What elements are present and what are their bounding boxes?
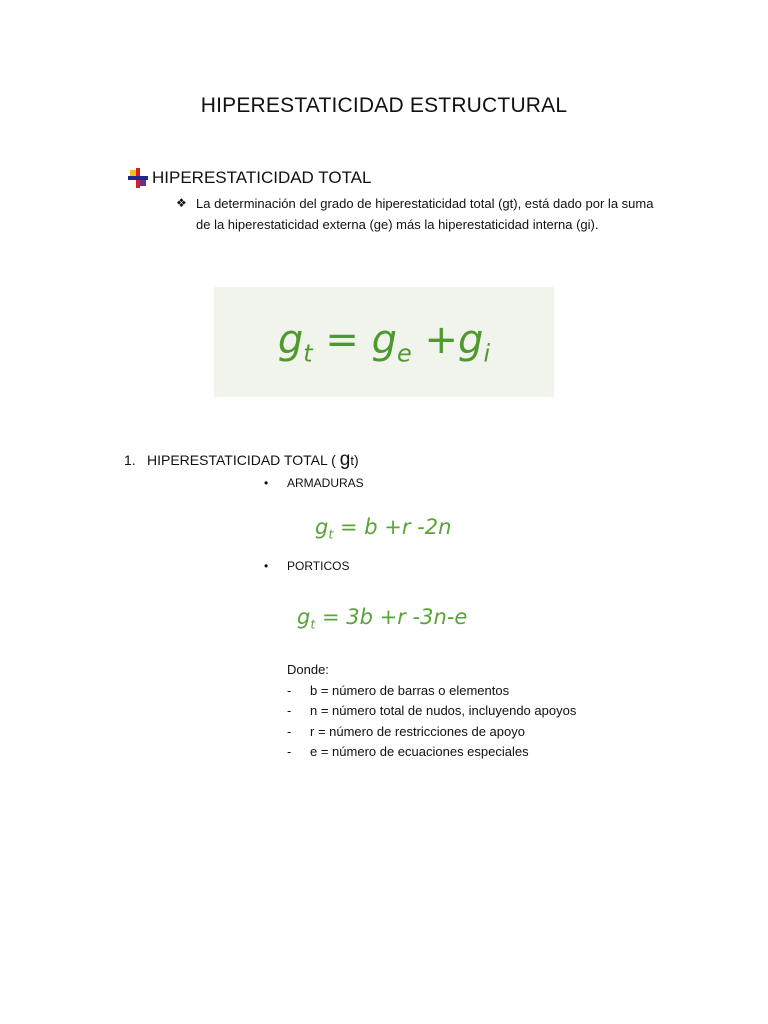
list-number: 1. [124,452,136,468]
list-item-label: PORTICOS [287,559,350,573]
legend-heading: Donde: [287,662,329,677]
page-title: HIPERESTATICIDAD ESTRUCTURAL [200,94,568,117]
definition-paragraph [176,193,656,235]
main-formula-box [214,287,554,397]
variables-legend [287,660,576,763]
diamond-bullet-icon: ❖ [176,196,187,210]
legend-row: - n = número total de nudos, incluyendo apoyos [287,703,577,718]
bullet-dot-icon: • [264,476,269,490]
legend-row: - b = número de barras o elementos [287,682,510,698]
bullet-dot-icon: • [264,559,269,573]
numbered-heading-text: HIPERESTATICIDAD TOTAL ( [147,452,336,468]
armaduras-formula: $g_t = b +r$ -2n [315,515,452,542]
close-paren: ) [353,452,359,468]
list-item-armaduras [264,476,364,490]
plus-bullet-icon [128,168,148,188]
porticos-formula: $g_t = 3b +r$ -3n-e [297,605,468,632]
section-heading-text: HIPERESTATICIDAD TOTAL [152,168,372,187]
legend-row: - r = número de restricciones de apoyo [287,723,525,739]
section-heading [128,168,371,188]
numbered-heading [124,449,359,471]
g-symbol: g [339,449,351,470]
g-subscript: t [350,453,354,468]
list-item-label: ARMADURAS [287,476,364,490]
legend-row: - e = número de ecuaciones especiales [287,744,529,759]
definition-text: La determinación del grado de hiperestaticidad total (gt), está dado por la suma de la hiperestaticidad externa (ge) más la hiperestaticidad interna (gi). [196,196,654,232]
main-formula: $g_t = g_e +g_i$ [277,316,491,368]
list-item-porticos [264,559,349,573]
